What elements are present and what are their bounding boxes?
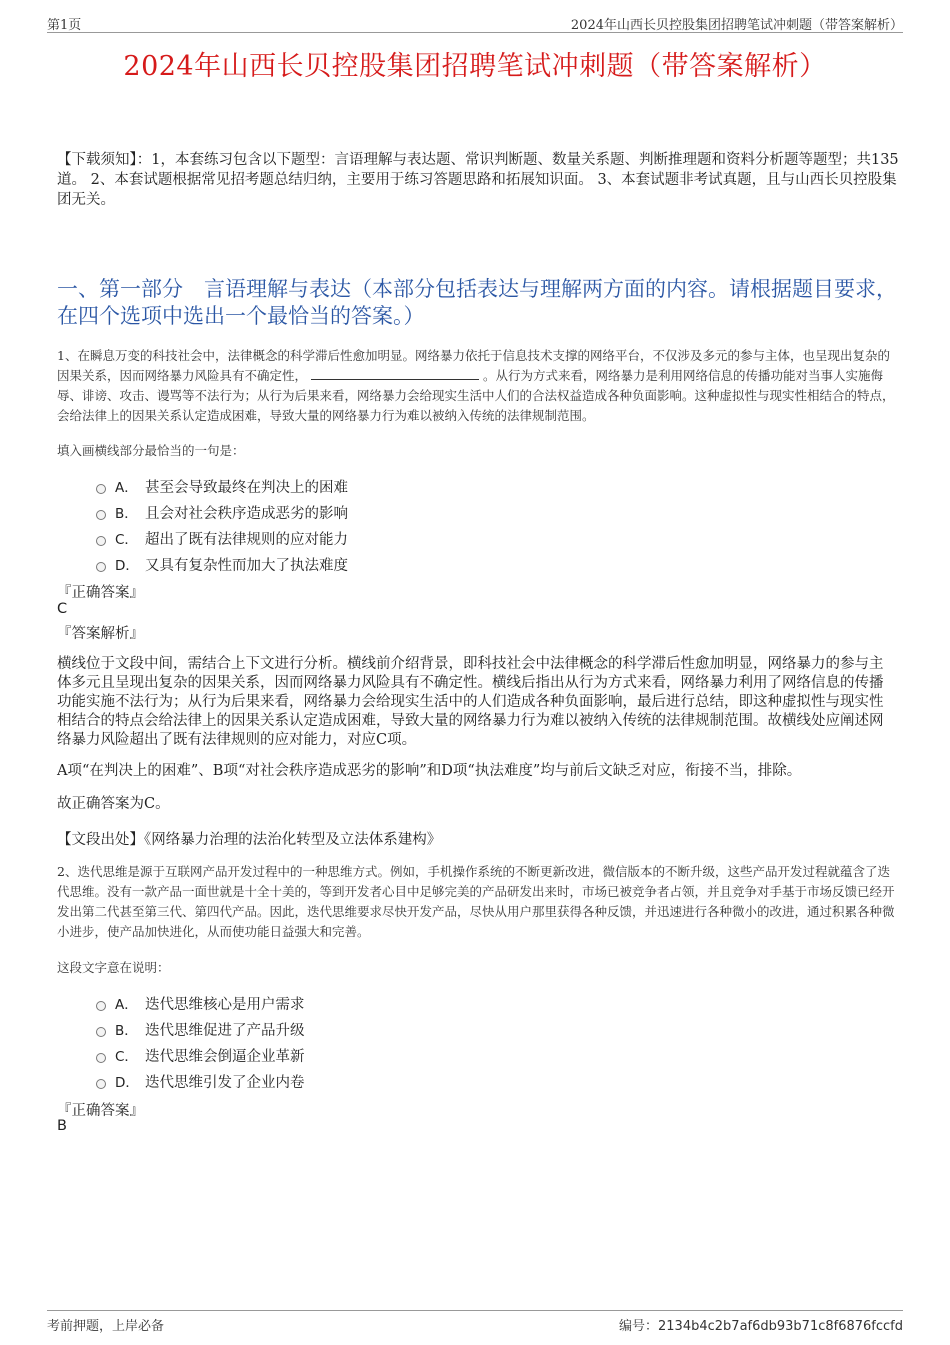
page-title: 2024年山西长贝控股集团招聘笔试冲刺题（带答案解析）	[123, 51, 827, 82]
question-1-option-a[interactable]	[96, 473, 348, 499]
question-2-option-d[interactable]	[96, 1068, 305, 1094]
option-letter: B．	[115, 1023, 138, 1039]
question-1-blank	[311, 367, 479, 380]
option-text: 迭代思维会倒逼企业革新	[145, 1048, 305, 1065]
option-text: 且会对社会秩序造成恶劣的影响	[145, 505, 348, 522]
question-1-option-d[interactable]	[96, 551, 348, 577]
footer-code-value: 2134b4c2b7af6db93b71c8f6876fccfd	[658, 1319, 903, 1334]
radio-icon[interactable]	[96, 536, 106, 546]
option-letter: D．	[115, 558, 139, 574]
download-notice: 【下载须知】：1，本套练习包含以下题型：言语理解与表达题、常识判断题、数量关系题、判断推理题和资料分析题等题型；共135道。 2、本套试题根据常见招考题总结归纳，主要用于练习答题思路和拓展知识面。 3、本套试题非考试真题，且与山西长贝控股集团无关。	[57, 152, 899, 208]
page-header	[47, 14, 903, 33]
question-1-options	[96, 473, 348, 577]
option-text: 迭代思维核心是用户需求	[145, 996, 305, 1013]
question-1-option-c[interactable]	[96, 525, 348, 551]
footer-slogan: 考前押题，上岸必备	[47, 1319, 165, 1334]
radio-icon[interactable]	[96, 510, 106, 520]
footer-code-label: 编号：	[619, 1319, 659, 1334]
question-1-analysis-label: 『答案解析』	[57, 626, 144, 642]
radio-icon[interactable]	[96, 1053, 106, 1063]
question-1-text	[57, 346, 902, 426]
radio-icon[interactable]	[96, 562, 106, 572]
radio-icon[interactable]	[96, 484, 106, 494]
option-text: 迭代思维促进了产品升级	[145, 1022, 305, 1039]
question-1-source: 【文段出处】《网络暴力治理的法治化转型及立法体系建构》	[57, 832, 442, 848]
page-footer	[47, 1310, 903, 1335]
option-letter: A．	[115, 997, 138, 1013]
option-letter: A．	[115, 480, 138, 496]
section-title: 一、第一部分 言语理解与表达（本部分包括表达与理解两方面的内容。请根据题目要求，在四个选项中选出一个最恰当的答案。）	[57, 277, 897, 328]
option-text: 超出了既有法律规则的应对能力	[145, 531, 348, 548]
question-2-answer-label: 『正确答案』	[57, 1103, 144, 1119]
header-doc-title: 2024年山西长贝控股集团招聘笔试冲刺题（带答案解析）	[570, 18, 903, 33]
question-2-text: 2、迭代思维是源于互联网产品开发过程中的一种思维方式。例如，手机操作系统的不断更新改进，微信版本的不断升级，这些产品开发过程就蕴含了迭代思维。没有一款产品一面世就是十全十美的，等到开发者心目中足够完美的产品研发出来时，市场已被竞争者占领，并且竞争对手基于市场反馈已经开发出第二代甚至第三代、第四代产品。因此，迭代思维要求尽快开发产品，尽快从用户那里获得各种反馈，并迅速进行各种微小的改进，通过积累各种微小进步，使产品加快进化，从而使功能日益强大和完善。	[57, 864, 895, 939]
question-2-prompt: 这段文字意在说明：	[57, 960, 170, 975]
question-1-answer: C	[57, 601, 68, 617]
question-2-option-c[interactable]	[96, 1042, 305, 1068]
question-2-option-a[interactable]	[96, 990, 305, 1016]
page-number: 第1页	[47, 18, 82, 33]
question-2-answer: B	[57, 1118, 67, 1134]
question-1-prompt: 填入画横线部分最恰当的一句是：	[57, 443, 245, 458]
option-letter: C．	[115, 532, 138, 548]
question-1-option-b[interactable]	[96, 499, 348, 525]
option-text: 甚至会导致最终在判决上的困难	[145, 479, 348, 496]
radio-icon[interactable]	[96, 1079, 106, 1089]
question-1-analysis-2: A项“在判决上的困难”、B项“对社会秩序造成恶劣的影响”和D项“执法难度”均与前后文缺乏对应，衔接不当，排除。	[57, 763, 802, 779]
question-1-analysis-1: 横线位于文段中间，需结合上下文进行分析。横线前介绍背景，即科技社会中法律概念的科学滞后性愈加明显，网络暴力的参与主体多元且呈现出复杂的因果关系，因而网络暴力风险具有不确定性。横线后指出从行为方式来看，网络暴力利用了网络信息的传播功能实施不法行为；从行为后果来看，网络暴力会给现实生活中的人们造成各种负面影响，最后进行总结，即这种虚拟性与现实性相结合的特点会给法律上的因果关系认定造成困难，导致大量的网络暴力行为难以被纳入传统的法律规制范围。故横线处应阐述网络暴力风险超出了既有法律规则的应对能力，对应C项。	[57, 656, 884, 748]
option-text: 又具有复杂性而加大了执法难度	[145, 557, 348, 574]
option-letter: C．	[115, 1049, 138, 1065]
question-1-text-before: 1、在瞬息万变的科技社会中，法律概念的科学滞后性愈加明显。网络暴力依托于信息技术支撑的网络平台，不仅涉及多元的参与主体，也呈现出复杂的因果关系，因而网络暴力风险具有不确定性，	[57, 348, 890, 383]
question-1-answer-label: 『正确答案』	[57, 585, 144, 601]
question-2-option-b[interactable]	[96, 1016, 305, 1042]
radio-icon[interactable]	[96, 1001, 106, 1011]
question-2-options	[96, 990, 305, 1094]
question-1-text-after: 。从行为方式来看，网络暴力是利用网络信息的传播功能对当事人实施侮辱、诽谤、攻击、谩骂等不法行为；从行为后果来看，网络暴力会给现实生活中人们的合法权益造成各种负面影响。这种虚拟性与现实性相结合的特点，会给法律上的因果关系认定造成困难，导致大量的网络暴力行为难以被纳入传统的法律规制范围。	[57, 368, 895, 423]
radio-icon[interactable]	[96, 1027, 106, 1037]
footer-code	[619, 1315, 903, 1334]
option-letter: B．	[115, 506, 138, 522]
option-letter: D．	[115, 1075, 139, 1091]
question-1-analysis-3: 故正确答案为C。	[57, 796, 170, 812]
option-text: 迭代思维引发了企业内卷	[145, 1074, 305, 1091]
